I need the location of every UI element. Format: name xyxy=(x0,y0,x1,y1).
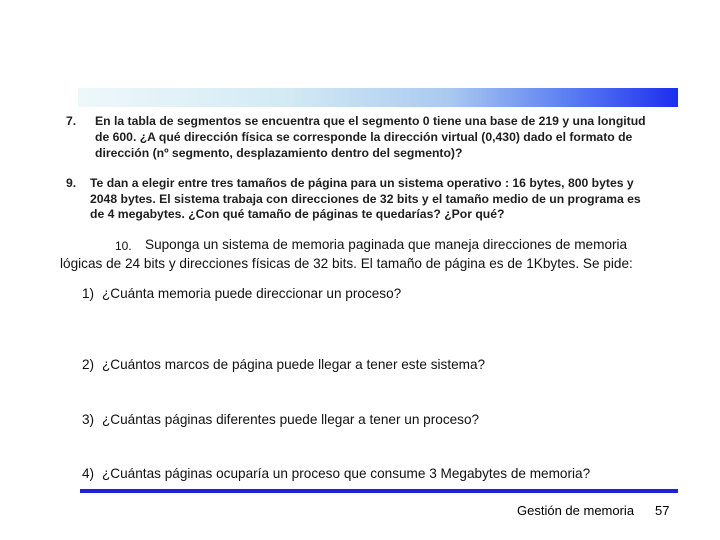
footer-divider xyxy=(80,489,678,493)
subquestion-text: ¿Cuántas páginas ocuparía un proceso que consume 3 Megabytes de memoria? xyxy=(102,466,591,481)
subquestion-text: ¿Cuánta memoria puede direccionar un proceso? xyxy=(102,286,402,301)
question-line: Suponga un sistema de memoria paginada que maneja direcciones de memoria xyxy=(145,237,628,252)
question-line: dirección (nº segmento, desplazamiento dentro del segmento)? xyxy=(95,146,463,160)
question-line: En la tabla de segmentos se encuentra que el segmento 0 tiene una base de 219 y una longitud xyxy=(95,114,646,128)
question-number: 10. xyxy=(115,239,132,253)
footer-title: Gestión de memoria xyxy=(517,503,635,518)
subquestion-text: ¿Cuántas páginas diferentes puede llegar a tener un proceso? xyxy=(102,412,480,427)
question-line: de 600. ¿A qué dirección física se corresponde la dirección virtual (0,430) dado el formato de xyxy=(95,130,633,144)
subquestion-number: 4) xyxy=(82,466,95,481)
subquestion-number: 3) xyxy=(82,412,95,427)
subquestion-number: 1) xyxy=(82,286,95,301)
subquestion-number: 2) xyxy=(82,357,95,372)
page-number: 57 xyxy=(655,503,670,518)
subquestion-text: ¿Cuántos marcos de página puede llegar a tener este sistema? xyxy=(102,357,486,372)
question-number: 7. xyxy=(66,114,77,128)
title-bar-decoration xyxy=(78,88,678,107)
question-number: 9. xyxy=(66,176,77,190)
question-line: Te dan a elegir entre tres tamaños de página para un sistema operativo : 16 bytes, 800 bytes y xyxy=(90,176,634,190)
question-line: 2048 bytes. El sistema trabaja con direcciones de 32 bits y el tamaño medio de un programa es xyxy=(90,192,641,206)
question-line: de 4 megabytes. ¿Con qué tamaño de páginas te quedarías? ¿Por qué? xyxy=(90,207,505,221)
question-line: lógicas de 24 bits y direcciones físicas de 32 bits. El tamaño de página es de 1Kbytes. Se pide: xyxy=(60,256,633,271)
